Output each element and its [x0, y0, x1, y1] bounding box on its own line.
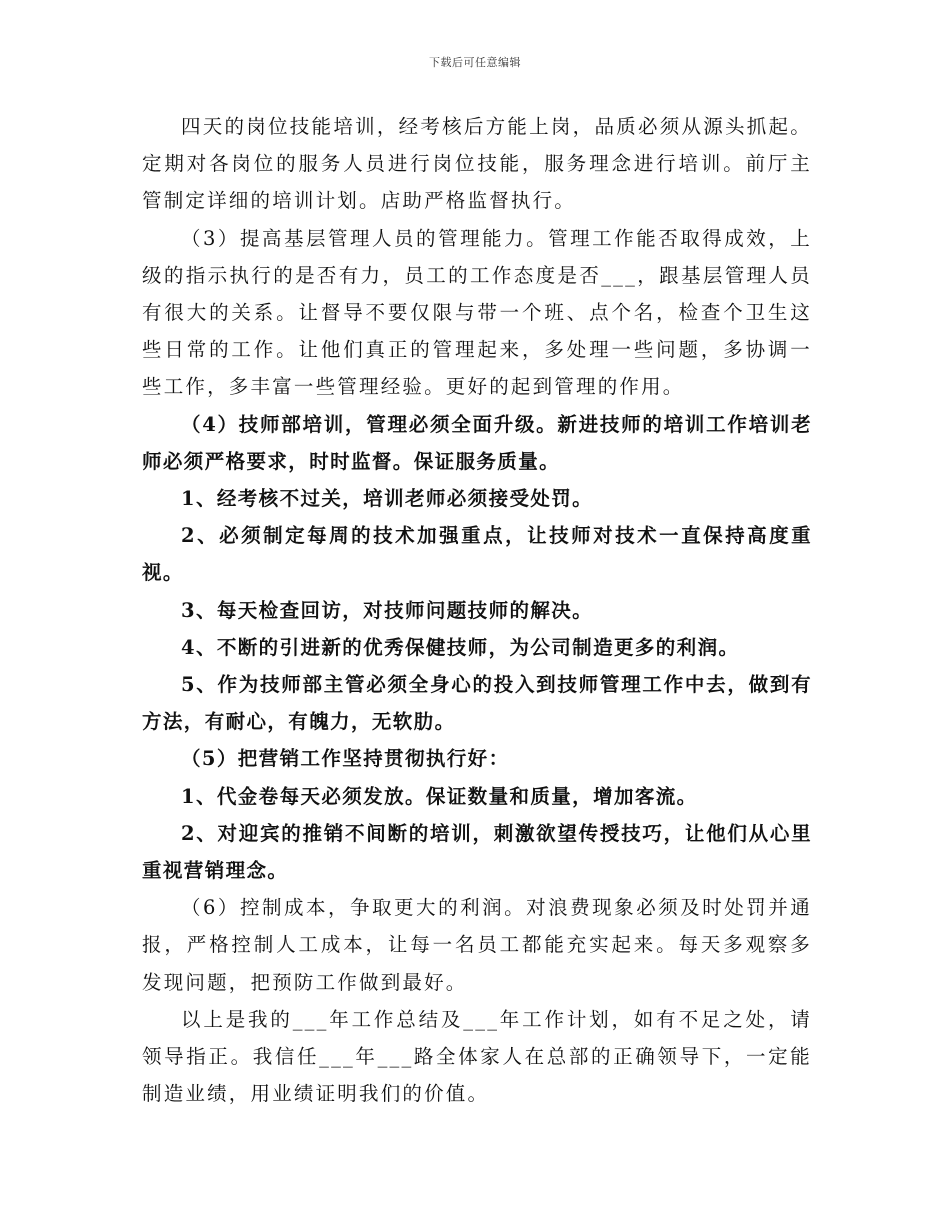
list-item-4: 4、不断的引进新的优秀保健技师，为公司制造更多的利润。 [181, 635, 740, 659]
page-header: 下载后可任意编辑 [429, 56, 521, 69]
list-item-1: 1、经考核不过关，培训老师必须接受处罚。 [181, 487, 594, 511]
paragraph-conclusion: 以上是我的___年工作总结及___年工作计划，如有不足之处，请领导指正。我信任___年___路全体家人在总部的正确领导下，一定能制造业绩，用业绩证明我们的价值。 [142, 1007, 812, 1106]
paragraph-marketing: （5）把营销工作坚持贯彻执行好： [181, 747, 510, 771]
list-item-2: 2、必须制定每周的技术加强重点，让技师对技术一直保持高度重视。 [142, 524, 812, 585]
marketing-item-1: 1、代金卷每天必须发放。保证数量和质量，增加客流。 [181, 784, 698, 808]
paragraph-training-intro: 四天的岗位技能培训，经考核后方能上岗，品质必须从源头抓起。定期对各岗位的服务人员进行岗位技能，服务理念进行培训。前厅主管制定详细的培训计划。店助严格监督执行。 [142, 115, 812, 213]
paragraph-management-ability: （3）提高基层管理人员的管理能力。管理工作能否取得成效，上级的指示执行的是否有力，员工的工作态度是否___，跟基层管理人员有很大的关系。让督导不要仅限与带一个班、点个名，检查个卫生这些日常的工作。让他们真正的管理起来，多处理一些问题，多协调一些工作，多丰富一些管理经验。更好的起到管理的作用。 [142, 226, 812, 399]
paragraph-technician-training: （4）技师部培训，管理必须全面升级。新进技师的培训工作培训老师必须严格要求，时时监督。保证服务质量。 [142, 412, 812, 473]
document-body [142, 108, 812, 1112]
list-item-5: 5、作为技师部主管必须全身心的投入到技师管理工作中去，做到有方法，有耐心，有魄力，无软肋。 [142, 673, 812, 734]
paragraph-cost-control: （6）控制成本，争取更大的利润。对浪费现象必须及时处罚并通报，严格控制人工成本，让每一名员工都能充实起来。每天多观察多发现问题，把预防工作做到最好。 [142, 896, 812, 994]
marketing-item-2: 2、对迎宾的推销不间断的培训，刺激欲望传授技巧，让他们从心里重视营销理念。 [142, 821, 812, 883]
list-item-3: 3、每天检查回访，对技师问题技师的解决。 [181, 598, 594, 622]
